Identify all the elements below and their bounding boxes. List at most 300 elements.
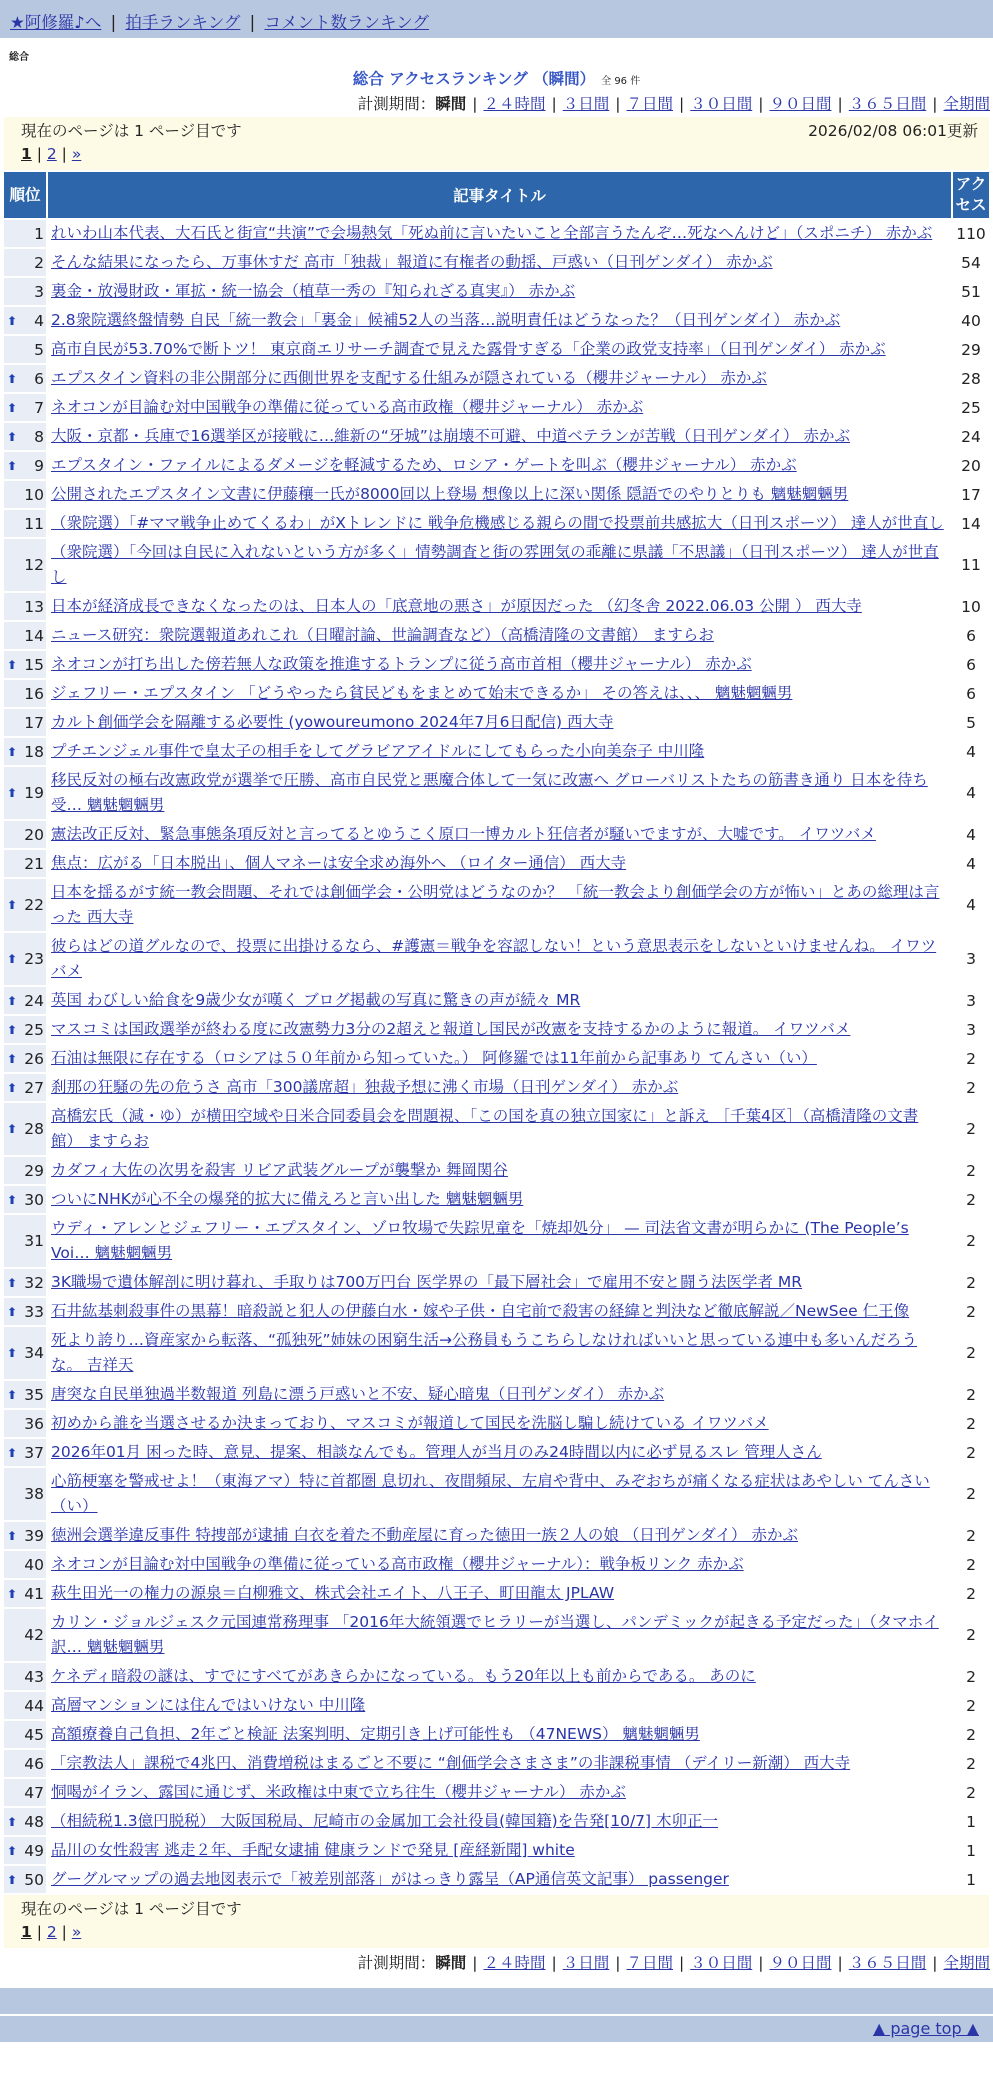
period-link[interactable]: ７日間 — [626, 95, 673, 113]
article-link[interactable]: 初めから誰を当選させるか決まっており、マスコミが報道して国民を洗脳し騙し続けている イワツバメ — [51, 1414, 769, 1432]
period-current: 瞬間 — [435, 95, 467, 113]
title-cell — [48, 738, 951, 765]
page-top-link[interactable]: ▲ page top ▲ — [872, 2019, 979, 2038]
article-link[interactable]: ウディ・アレンとジェフリー・エプスタイン、ゾロ牧場で失踪児童を「焼却処分」 — 司法省文書が明らかに (The People’s Voi… 魑魅魍魎男 — [51, 1219, 909, 1262]
article-link[interactable]: 刹那の狂騒の先の危うさ 高市「300議席超」独裁予想に沸く市場（日刊ゲンダイ） 赤かぶ — [51, 1078, 679, 1096]
access-count: 25 — [953, 394, 989, 421]
title-cell — [48, 1808, 951, 1835]
access-count: 2 — [953, 1522, 989, 1549]
rank-cell — [4, 278, 46, 305]
access-count: 29 — [953, 336, 989, 363]
table-row — [4, 1410, 989, 1437]
article-link[interactable]: 大阪・京都・兵庫で16選挙区が接戦に…維新の“牙城”は崩壊不可避、中道ベテランが苦戦（日刊ゲンダイ） 赤かぶ — [51, 427, 850, 445]
period-label: 計測期間： — [357, 95, 436, 113]
title-cell — [48, 1692, 951, 1719]
rank-cell — [4, 336, 46, 363]
rank-number: 33 — [24, 1302, 44, 1321]
article-link[interactable]: そんな結果になったら、万事休すだ 高市「独裁」報道に有権者の動揺、戸惑い（日刊ゲンダイ） 赤かぶ — [51, 253, 773, 271]
rank-up-arrow-icon: ⬆ — [7, 1022, 18, 1037]
title-cell — [48, 510, 951, 537]
access-count: 2 — [953, 1157, 989, 1184]
access-count: 2 — [953, 1103, 989, 1155]
col-access-header: アクセス — [953, 172, 989, 218]
rank-number: 12 — [24, 556, 44, 574]
rank-up-arrow-icon: ⬆ — [7, 993, 18, 1008]
access-count: 2 — [953, 1298, 989, 1325]
title-cell — [48, 651, 951, 678]
title-cell — [48, 1721, 951, 1748]
table-row — [4, 1551, 989, 1578]
title-cell — [48, 1074, 951, 1101]
title-cell — [48, 767, 951, 819]
rank-cell — [4, 709, 46, 736]
rank-cell — [4, 1468, 46, 1520]
rank-number: 9 — [34, 456, 44, 475]
period-selector — [0, 93, 990, 115]
table-header — [4, 172, 989, 218]
clap-ranking-link[interactable]: 拍手ランキング — [125, 13, 241, 32]
title-cell — [48, 1580, 951, 1607]
article-link[interactable]: 日本が経済成長できなくなったのは、日本人の「底意地の悪さ」が原因だった （幻冬舎 2022.06.03 公開 ） 西大寺 — [51, 597, 862, 615]
period-link[interactable]: ３０日間 — [690, 95, 753, 113]
rank-cell — [4, 1381, 46, 1408]
rank-number: 5 — [34, 340, 44, 359]
table-row — [4, 1468, 989, 1520]
rank-up-arrow-icon: ⬆ — [7, 1528, 18, 1543]
access-count: 2 — [953, 1692, 989, 1719]
article-link[interactable]: 死より誇り…資産家から転落、“孤独死”姉妹の困窮生活→公務員もうこちらしなければいいと思っている連中も多いんだろうな。 吉祥天 — [51, 1331, 918, 1374]
table-row — [4, 1074, 989, 1101]
article-link[interactable]: 憲法改正反対、緊急事態条項反対と言ってるとゆうこく原口一博カルト狂信者が騒いでますが、大嘘です。 イワツバメ — [51, 825, 876, 843]
rank-number: 16 — [24, 684, 44, 703]
title-cell — [48, 452, 951, 479]
total-count: 全 96 件 — [601, 76, 641, 87]
table-row — [4, 452, 989, 479]
article-link[interactable]: 彼らはどの道グルなので、投票に出掛けるなら、#護憲＝戦争を容認しない！という意思表示をしないといけませんね。 イワツバメ — [51, 937, 937, 980]
period-link[interactable]: ２４時間 — [483, 95, 546, 113]
pager-next[interactable]: » — [71, 145, 82, 163]
rank-number: 39 — [24, 1526, 44, 1545]
rank-number: 14 — [24, 626, 44, 645]
article-link[interactable]: 英国 わびしい給食を9歳少女が嘆く ブログ掲載の写真に驚きの声が続々 MR — [51, 991, 581, 1009]
rank-up-arrow-icon: ⬆ — [7, 1122, 18, 1136]
period-separator: | — [758, 1954, 764, 1972]
title-cell — [48, 1837, 951, 1864]
title-cell — [48, 423, 951, 450]
title-cell — [48, 1157, 951, 1184]
access-count: 4 — [953, 821, 989, 848]
article-link[interactable]: 「宗教法人」課税で4兆円、消費増税はまるごと不要に “創価学会さまさま”の非課税事情 （デイリー新潮） 西大寺 — [51, 1754, 851, 1772]
access-count: 6 — [953, 622, 989, 649]
period-separator: | — [472, 1954, 478, 1972]
rank-cell — [4, 1186, 46, 1213]
rank-number: 7 — [34, 398, 44, 417]
table-row — [4, 850, 989, 877]
home-link[interactable]: ★阿修羅♪へ — [10, 13, 102, 32]
category-label: 総合 — [9, 52, 29, 63]
rank-cell — [4, 1045, 46, 1072]
rank-number: 36 — [24, 1414, 44, 1433]
rank-up-arrow-icon: ⬆ — [7, 1387, 18, 1402]
pager-page-2[interactable]: 2 — [46, 145, 57, 163]
table-row — [4, 1381, 989, 1408]
article-link[interactable]: 裏金・放漫財政・軍拡・統一協会（植草一秀の『知られざる真実』） 赤かぶ — [51, 282, 576, 300]
article-link[interactable]: 唐突な自民単独過半数報道 列島に漂う戸惑いと不安、疑心暗鬼（日刊ゲンダイ） 赤かぶ — [51, 1385, 665, 1403]
table-row — [4, 1215, 989, 1267]
pager: 1 | 2 | » — [21, 145, 82, 163]
access-count: 2 — [953, 1327, 989, 1379]
updated-timestamp: 2026/02/08 06:01更新 — [808, 122, 978, 140]
period-link[interactable]: ９０日間 — [769, 1954, 832, 1972]
access-count: 5 — [953, 709, 989, 736]
period-label: 計測期間： — [357, 1954, 436, 1972]
rank-cell — [4, 651, 46, 678]
article-link[interactable]: 移民反対の極右改憲政党が選挙で圧勝、高市自民党と悪魔合体して一気に改憲へ グローバリストたちの筋書き通り 日本を待ち受… 魑魅魍魎男 — [51, 771, 928, 814]
access-count: 2 — [953, 1468, 989, 1520]
top-nav-bar — [0, 0, 993, 38]
period-separator: | — [679, 1954, 685, 1972]
table-row — [4, 1327, 989, 1379]
rank-number: 40 — [24, 1555, 44, 1574]
access-count: 51 — [953, 278, 989, 305]
rank-cell — [4, 1866, 46, 1893]
period-link[interactable]: ３６５日間 — [848, 1954, 927, 1972]
period-separator: | — [615, 1954, 621, 1972]
rank-number: 31 — [24, 1232, 44, 1250]
article-link[interactable]: 高橋宏氏（減・ゆ）が横田空域や日米合同委員会を問題視、「この国を真の独立国家に」と訴え ［千葉4区］（高橋清隆の文書館） ますらお — [51, 1107, 919, 1150]
rank-number: 13 — [24, 597, 44, 616]
period-link[interactable]: ３日間 — [562, 1954, 610, 1972]
table-row — [4, 738, 989, 765]
rank-number: 46 — [24, 1754, 44, 1773]
access-count: 3 — [953, 933, 989, 985]
rank-number: 8 — [34, 427, 44, 446]
title-cell — [48, 850, 951, 877]
article-link[interactable]: （衆院選）「今回は自民に入れないという方が多く」情勢調査と街の雰囲気の乖離に県議「不思議」（日刊スポーツ） 達人が世直し — [51, 543, 939, 586]
rank-number: 26 — [24, 1049, 44, 1068]
title-cell — [48, 1779, 951, 1806]
period-link[interactable]: ３日間 — [562, 95, 610, 113]
rank-up-arrow-icon: ⬆ — [7, 952, 18, 966]
title-cell — [48, 1522, 951, 1549]
access-count: 1 — [953, 1837, 989, 1864]
title-cell — [48, 1609, 951, 1661]
table-row — [4, 539, 989, 591]
rank-cell — [4, 1157, 46, 1184]
rank-up-arrow-icon: ⬆ — [7, 1445, 18, 1460]
current-page-text: 現在のページは 1 ページ目です — [21, 122, 242, 140]
rank-up-arrow-icon: ⬆ — [7, 898, 18, 912]
title-cell — [48, 539, 951, 591]
article-link[interactable]: グーグルマップの過去地図表示で「被差別部落」がはっきり露呈（AP通信英文記事） passenger — [51, 1870, 729, 1888]
rank-cell — [4, 1016, 46, 1043]
title-cell — [48, 1866, 951, 1893]
table-row — [4, 1045, 989, 1072]
page-title: 総合 アクセスランキング （瞬間） — [352, 70, 596, 88]
title-cell — [48, 1410, 951, 1437]
article-link[interactable]: 高額療養自己負担、2年ごと検証 法案判明、定期引き上げ可能性も （47NEWS） 魑魅魍魎男 — [51, 1725, 700, 1743]
period-link[interactable]: ７日間 — [626, 1954, 673, 1972]
title-cell — [48, 622, 951, 649]
access-count: 10 — [953, 593, 989, 620]
rank-cell — [4, 1808, 46, 1835]
access-count: 6 — [953, 651, 989, 678]
article-link[interactable]: ネオコンが打ち出した傍若無人な政策を推進するトランプに従う高市首相（櫻井ジャーナル） 赤かぶ — [51, 655, 752, 673]
access-count: 2 — [953, 1186, 989, 1213]
table-row — [4, 1721, 989, 1748]
rank-number: 32 — [24, 1273, 44, 1292]
access-count: 2 — [953, 1381, 989, 1408]
table-row — [4, 394, 989, 421]
rank-number: 10 — [24, 485, 44, 504]
access-count: 4 — [953, 850, 989, 877]
table-row — [4, 821, 989, 848]
article-link[interactable]: 高市自民が53.70%で断トツ！ 東京商エリサーチ調査で見えた露骨すぎる「企業の政党支持率」（日刊ゲンダイ） 赤かぶ — [51, 340, 886, 358]
table-row — [4, 220, 989, 247]
access-count: 3 — [953, 1016, 989, 1043]
rank-cell — [4, 1410, 46, 1437]
rank-up-arrow-icon: ⬆ — [7, 1192, 18, 1207]
rank-number: 1 — [34, 224, 44, 243]
access-count: 20 — [953, 452, 989, 479]
article-link[interactable]: カダフィ大佐の次男を殺害 リビア武装グループが襲撃か 舞岡関谷 — [51, 1161, 508, 1179]
table-row — [4, 278, 989, 305]
rank-cell — [4, 423, 46, 450]
rank-cell — [4, 539, 46, 591]
rank-cell — [4, 394, 46, 421]
rank-number: 19 — [24, 784, 44, 802]
rank-cell — [4, 1721, 46, 1748]
table-row — [4, 1522, 989, 1549]
table-row — [4, 1103, 989, 1155]
access-count: 2 — [953, 1609, 989, 1661]
rank-cell — [4, 1522, 46, 1549]
rank-cell — [4, 510, 46, 537]
rank-cell — [4, 1663, 46, 1690]
table-row — [4, 987, 989, 1014]
rank-cell — [4, 1103, 46, 1155]
page-title-block — [0, 67, 993, 89]
rank-number: 17 — [24, 713, 44, 732]
table-row — [4, 1779, 989, 1806]
access-count: 2 — [953, 1750, 989, 1777]
title-cell — [48, 1551, 951, 1578]
access-count: 2 — [953, 1074, 989, 1101]
access-count: 2 — [953, 1580, 989, 1607]
rank-number: 22 — [24, 896, 44, 914]
rank-number: 42 — [24, 1626, 44, 1644]
table-row — [4, 879, 989, 931]
article-link[interactable]: プチエンジェル事件で皇太子の相手をしてグラビアアイドルにしてもらった小向美奈子 中川隆 — [51, 742, 705, 760]
table-row — [4, 1692, 989, 1719]
title-cell — [48, 879, 951, 931]
access-count: 54 — [953, 249, 989, 276]
article-link[interactable]: 石井紘基刺殺事件の黒幕！暗殺説と犯人の伊藤白水・嫁や子供・自宅前で殺害の経緯と判決など徹底解説／NewSee 仁王像 — [51, 1302, 910, 1320]
title-cell — [48, 1186, 951, 1213]
title-cell — [48, 709, 951, 736]
access-count: 2 — [953, 1410, 989, 1437]
pager-current: 1 — [21, 1923, 32, 1941]
title-cell — [48, 1750, 951, 1777]
rank-number: 6 — [34, 369, 44, 388]
rank-up-arrow-icon: ⬆ — [7, 1304, 18, 1319]
article-link[interactable]: 石油は無限に存在する（ロシアは５０年前から知っていた。） 阿修羅では11年前から記事あり てんさい（い） — [51, 1049, 817, 1067]
period-link[interactable]: 全期間 — [943, 1954, 990, 1972]
title-cell — [48, 1663, 951, 1690]
rank-number: 29 — [24, 1161, 44, 1180]
article-link[interactable]: れいわ山本代表、大石氏と街宣“共演”で会場熱気「死ぬ前に言いたいこと全部言うたんぞ…死なへんけど」（スポニチ） 赤かぶ — [51, 224, 933, 242]
rank-number: 18 — [24, 742, 44, 761]
table-row — [4, 1837, 989, 1864]
table-row — [4, 249, 989, 276]
rank-cell — [4, 1580, 46, 1607]
rank-number: 25 — [24, 1020, 44, 1039]
pager-next[interactable]: » — [71, 1923, 82, 1941]
nav-separator: | — [110, 13, 117, 32]
rank-cell — [4, 365, 46, 392]
rank-cell — [4, 1692, 46, 1719]
article-link[interactable]: 高層マンションには住んではいけない 中川隆 — [51, 1696, 366, 1714]
period-link[interactable]: 全期間 — [943, 95, 990, 113]
access-count: 2 — [953, 1551, 989, 1578]
period-separator: | — [837, 95, 843, 113]
article-link[interactable]: カルト創価学会を隔離する必要性 (yowoureumono 2024年7月6日配信) 西大寺 — [51, 713, 614, 731]
title-cell — [48, 593, 951, 620]
pager-page-2[interactable]: 2 — [46, 1923, 57, 1941]
title-cell — [48, 1439, 951, 1466]
article-link[interactable]: 焦点：広がる「日本脱出」、個人マネーは安全求め海外へ （ロイター通信） 西大寺 — [51, 854, 627, 872]
period-link[interactable]: ３６５日間 — [848, 95, 927, 113]
table-row — [4, 1157, 989, 1184]
rank-cell — [4, 220, 46, 247]
rank-up-arrow-icon: ⬆ — [7, 400, 18, 415]
table-row — [4, 365, 989, 392]
footer-bar — [0, 1988, 993, 2014]
article-link[interactable]: 萩生田光一の権力の源泉＝白柳雅文、株式会社エイト、八王子、町田龍太 JPLAW — [51, 1584, 615, 1602]
table-row — [4, 593, 989, 620]
rank-up-arrow-icon: ⬆ — [7, 1843, 18, 1858]
title-cell — [48, 307, 951, 334]
rank-number: 49 — [24, 1841, 44, 1860]
access-count: 14 — [953, 510, 989, 537]
footer-pagetop-bar — [0, 2016, 993, 2042]
access-count: 4 — [953, 879, 989, 931]
article-link[interactable]: マスコミは国政選挙が終わる度に改憲勢力3分の2超えと報道し国民が改憲を支持するかのように報道。 イワツバメ — [51, 1020, 851, 1038]
period-link[interactable]: ９０日間 — [769, 95, 832, 113]
table-row — [4, 1439, 989, 1466]
title-cell — [48, 394, 951, 421]
title-cell — [48, 1269, 951, 1296]
access-count: 4 — [953, 738, 989, 765]
current-page-text: 現在のページは 1 ページ目です — [21, 1900, 242, 1918]
article-link[interactable]: 公開されたエプスタイン文書に伊藤穰一氏が8000回以上登場 想像以上に深い関係 隠語でのやりとりも 魑魅魍魎男 — [51, 485, 849, 503]
rank-number: 3 — [34, 282, 44, 301]
period-separator: | — [932, 1954, 938, 1972]
rank-number: 44 — [24, 1696, 44, 1715]
article-link[interactable]: エプスタイン・ファイルによるダメージを軽減するため、ロシア・ゲートを叫ぶ（櫻井ジャーナル） 赤かぶ — [51, 456, 797, 474]
article-link[interactable]: 恫喝がイラン、露国に通じず、米政権は中東で立ち往生（櫻井ジャーナル） 赤かぶ — [51, 1783, 626, 1801]
article-link[interactable]: 2.8衆院選終盤情勢 自民「統一教会」「裏金」候補52人の当落…説明責任はどうなった？（日刊ゲンダイ） 赤かぶ — [51, 311, 841, 329]
title-cell — [48, 821, 951, 848]
access-count: 3 — [953, 987, 989, 1014]
article-link[interactable]: 品川の女性殺害 逃走２年、手配女逮捕 健康ランドで発見 [産経新聞] white — [51, 1841, 575, 1859]
access-count: 2 — [953, 1721, 989, 1748]
title-cell — [48, 249, 951, 276]
period-link[interactable]: ２４時間 — [483, 1954, 546, 1972]
article-link[interactable]: （相続税1.3億円脱税） 大阪国税局、尼崎市の金属加工会社役員(韓国籍)を告発[10/7] 木卯正一 — [51, 1812, 719, 1830]
comment-ranking-link[interactable]: コメント数ランキング — [264, 13, 429, 32]
rank-cell — [4, 1609, 46, 1661]
rank-cell — [4, 452, 46, 479]
access-count: 24 — [953, 423, 989, 450]
rank-cell — [4, 821, 46, 848]
rank-cell — [4, 933, 46, 985]
rank-up-arrow-icon: ⬆ — [7, 1051, 18, 1066]
article-link[interactable]: ケネディ暗殺の謎は、すでにすべてがあきらかになっている。もう20年以上も前からである。 あのに — [51, 1667, 756, 1685]
period-separator: | — [837, 1954, 843, 1972]
table-row — [4, 622, 989, 649]
rank-cell — [4, 879, 46, 931]
col-rank-header: 順位 — [4, 172, 46, 218]
table-row — [4, 481, 989, 508]
article-link[interactable]: 心筋梗塞を警戒せよ！（東海アマ）特に首都圏 息切れ、夜間頻尿、左肩や背中、みぞおちが痛くなる症状はあやしい てんさい（い） — [51, 1472, 930, 1515]
rank-up-arrow-icon: ⬆ — [7, 1814, 18, 1829]
table-row — [4, 709, 989, 736]
table-row — [4, 1663, 989, 1690]
period-separator: | — [679, 95, 685, 113]
rank-cell — [4, 738, 46, 765]
article-link[interactable]: （衆院選）「#ママ戦争止めてくるわ」がXトレンドに 戦争危機感じる親らの間で投票前共感拡大（日刊スポーツ） 達人が世直し — [51, 514, 944, 532]
article-link[interactable]: ついにNHKが心不全の爆発的拡大に備えろと言い出した 魑魅魍魎男 — [51, 1190, 524, 1208]
period-current: 瞬間 — [435, 1954, 467, 1972]
table-row — [4, 1016, 989, 1043]
article-link[interactable]: ネオコンが目論む対中国戦争の準備に従っている高市政権（櫻井ジャーナル）：戦争板リンク 赤かぶ — [51, 1555, 744, 1573]
article-link[interactable]: ニュース研究：衆院選報道あれこれ（日曜討論、世論調査など）（高橋清隆の文書館） ますらお — [51, 626, 714, 644]
article-link[interactable]: カリン・ジョルジェスク元国連常務理事 「2016年大統領選でヒラリーが当選し、パンデミックが起きる予定だった」（タマホイ訳… 魑魅魍魎男 — [51, 1613, 939, 1656]
table-row — [4, 1298, 989, 1325]
period-link[interactable]: ３０日間 — [690, 1954, 753, 1972]
rank-cell — [4, 622, 46, 649]
table-row — [4, 1750, 989, 1777]
ranking-rows — [4, 220, 989, 1893]
article-link[interactable]: 3K職場で遺体解剖に明け暮れ、手取りは700万円台 医学界の「最下層社会」で雇用不安と闘う法医学者 MR — [51, 1273, 803, 1291]
rank-number: 48 — [24, 1812, 44, 1831]
rank-cell — [4, 680, 46, 707]
article-link[interactable]: エプスタイン資料の非公開部分に西側世界を支配する仕組みが隠されている（櫻井ジャーナル） 赤かぶ — [51, 369, 767, 387]
rank-up-arrow-icon: ⬆ — [7, 429, 18, 444]
title-cell — [48, 680, 951, 707]
access-count: 2 — [953, 1439, 989, 1466]
rank-up-arrow-icon: ⬆ — [7, 371, 18, 386]
rank-cell — [4, 1269, 46, 1296]
article-link[interactable]: 2026年01月 困った時、意見、提案、相談なんでも。管理人が当月のみ24時間以内に必ず見るスレ 管理人さん — [51, 1443, 822, 1461]
rank-number: 41 — [24, 1584, 44, 1603]
article-link[interactable]: ジェフリー・エプスタイン 「どうやったら貧民どもをまとめて始末できるか」 その答えは、、、 魑魅魍魎男 — [51, 684, 793, 702]
rank-up-arrow-icon: ⬆ — [7, 458, 18, 473]
table-row — [4, 651, 989, 678]
article-link[interactable]: 徳洲会選挙違反事件 特捜部が逮捕 白衣を着た不動産屋に育った徳田一族２人の娘 （日刊ゲンダイ） 赤かぶ — [51, 1526, 798, 1544]
rank-number: 30 — [24, 1190, 44, 1209]
article-link[interactable]: ネオコンが目論む対中国戦争の準備に従っている高市政権（櫻井ジャーナル） 赤かぶ — [51, 398, 644, 416]
title-cell — [48, 1103, 951, 1155]
article-link[interactable]: 日本を揺るがす統一教会問題、それでは創価学会・公明党はどうなのか？ 「統一教会より創価学会の方が怖い」とあの総理は言った 西大寺 — [51, 883, 940, 926]
rank-up-arrow-icon: ⬆ — [7, 1080, 18, 1095]
rank-cell — [4, 850, 46, 877]
title-cell — [48, 220, 951, 247]
access-count: 2 — [953, 1215, 989, 1267]
rank-cell — [4, 1439, 46, 1466]
access-count: 6 — [953, 680, 989, 707]
